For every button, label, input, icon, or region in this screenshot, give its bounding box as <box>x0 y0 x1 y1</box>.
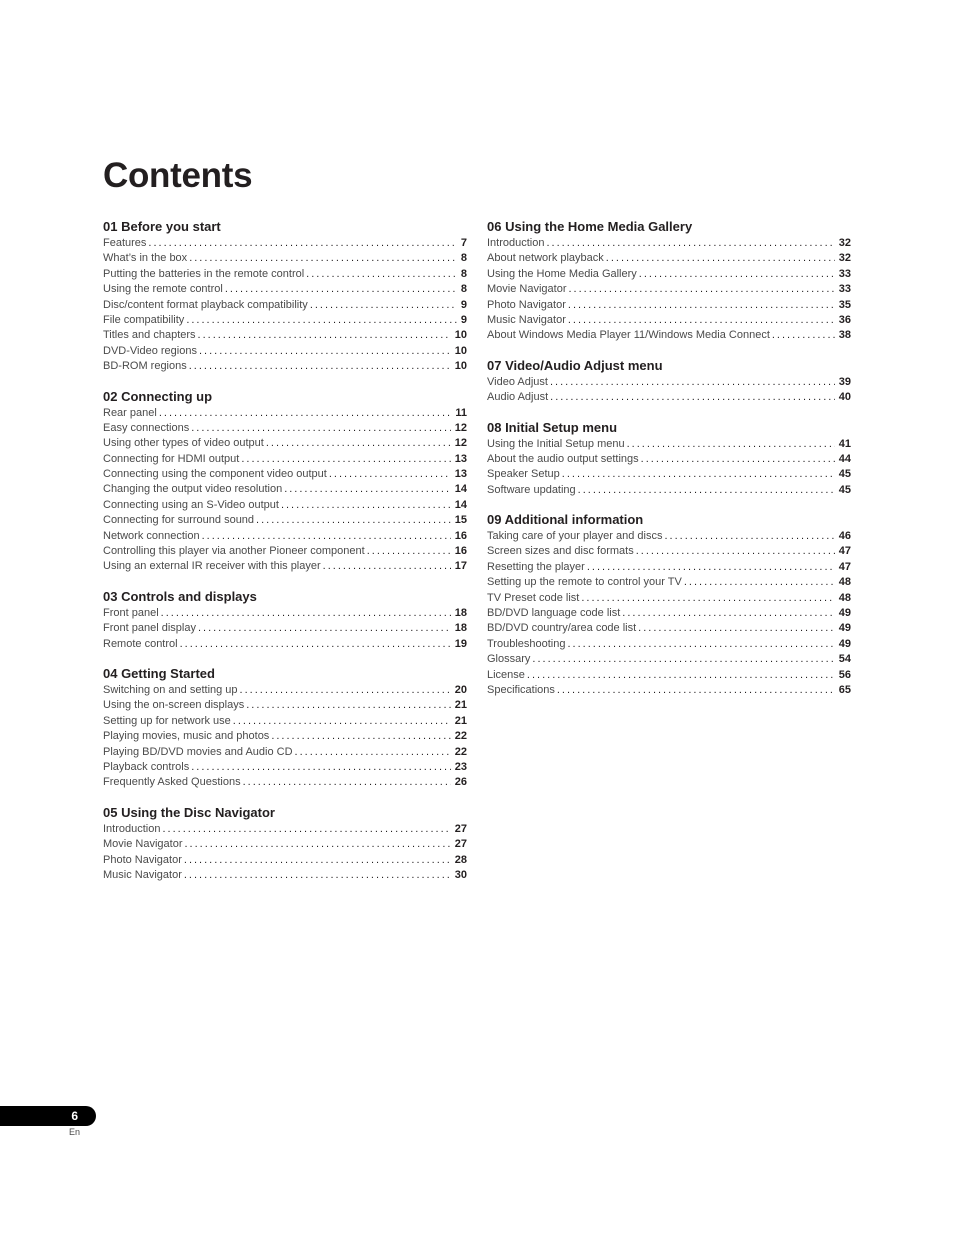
entry-label: Using other types of video output <box>103 437 264 450</box>
section-heading[interactable]: 02 Connecting up <box>103 388 213 404</box>
dot-leader <box>310 298 457 313</box>
entry-label: Audio Adjust <box>487 391 549 404</box>
entry-page-number: 11 <box>455 406 467 419</box>
toc-entry[interactable] <box>487 390 851 405</box>
dot-leader <box>684 575 835 590</box>
entry-label: Remote control <box>103 637 178 650</box>
page-number: 6 <box>71 1109 78 1123</box>
entry-label: Controlling this player via another Pioneer component <box>103 545 365 558</box>
toc-entry[interactable] <box>103 853 467 868</box>
toc-entry[interactable] <box>103 529 467 544</box>
dot-leader <box>527 668 835 683</box>
entry-label: Movie Navigator <box>487 283 567 296</box>
toc-section <box>103 804 467 884</box>
toc-entry[interactable] <box>103 267 467 282</box>
entry-page-number: 47 <box>838 560 851 573</box>
dot-leader <box>627 437 835 452</box>
toc-entry[interactable] <box>103 544 467 559</box>
entry-label: Switching on and setting up <box>103 683 238 696</box>
toc-entry[interactable] <box>487 483 851 498</box>
entry-label: BD/DVD language code list <box>487 607 621 620</box>
entry-label: Disc/content format playback compatibility <box>103 298 308 311</box>
entry-label: Connecting for HDMI output <box>103 452 240 465</box>
dot-leader <box>240 683 451 698</box>
entry-page-number: 30 <box>454 868 467 881</box>
entry-label: Software updating <box>487 483 576 496</box>
dot-leader <box>562 467 835 482</box>
entry-label: About the audio output settings <box>487 452 639 465</box>
entry-page-number: 48 <box>838 576 851 589</box>
entry-page-number: 45 <box>838 468 851 481</box>
dot-leader <box>241 452 450 467</box>
entry-label: Changing the output video resolution <box>103 483 283 496</box>
toc-entry[interactable] <box>103 822 467 837</box>
entry-label: Frequently Asked Questions <box>103 776 241 789</box>
dot-leader <box>184 853 451 868</box>
dot-leader <box>772 328 835 343</box>
toc-entry[interactable] <box>103 498 467 513</box>
entry-label: Music Navigator <box>103 868 182 881</box>
entry-label: Setting up for network use <box>103 714 231 727</box>
toc-entry[interactable] <box>487 375 851 390</box>
toc-right-column <box>487 218 851 711</box>
section-heading[interactable]: 01 Before you start <box>103 219 221 234</box>
entry-label: Setting up the remote to control your TV <box>487 576 682 589</box>
entry-page-number: 20 <box>454 683 467 696</box>
dot-leader <box>367 544 451 559</box>
dot-leader <box>638 621 835 636</box>
toc-entry[interactable] <box>487 591 851 606</box>
entry-label: Titles and chapters <box>103 329 196 342</box>
toc-entry[interactable] <box>103 344 467 359</box>
dot-leader <box>550 390 835 405</box>
dot-leader <box>581 591 834 606</box>
toc-entry[interactable] <box>103 606 467 621</box>
entry-page-number: 23 <box>454 760 467 773</box>
toc-section <box>103 218 467 375</box>
toc-entry[interactable] <box>487 282 851 297</box>
dot-leader <box>557 683 835 698</box>
entry-page-number: 49 <box>838 607 851 620</box>
toc-entry[interactable] <box>103 621 467 636</box>
section-heading[interactable]: 04 Getting Started <box>103 665 215 681</box>
toc-entry[interactable] <box>103 729 467 744</box>
toc-entry[interactable] <box>487 313 851 328</box>
dot-leader <box>243 775 451 790</box>
entry-page-number: 14 <box>454 483 467 496</box>
entry-page-number: 27 <box>454 822 467 835</box>
dot-leader <box>578 483 835 498</box>
entry-label: Rear panel <box>103 406 157 419</box>
toc-section <box>487 357 851 406</box>
entry-label: BD/DVD country/area code list <box>487 622 637 635</box>
entry-label: Specifications <box>487 683 555 696</box>
dot-leader <box>225 282 457 297</box>
toc-entry[interactable] <box>487 267 851 282</box>
entry-label: Using the remote control <box>103 283 223 296</box>
section-heading[interactable]: 08 Initial Setup menu <box>487 419 618 435</box>
entry-page-number: 49 <box>838 622 851 635</box>
toc-entry[interactable] <box>487 328 851 343</box>
dot-leader <box>191 421 451 436</box>
entry-label: Movie Navigator <box>103 838 183 851</box>
toc-entry[interactable] <box>487 467 851 482</box>
toc-section <box>103 388 467 575</box>
toc-entry[interactable] <box>487 437 851 452</box>
entry-page-number: 36 <box>838 313 851 326</box>
dot-leader <box>606 251 835 266</box>
entry-page-number: 54 <box>838 653 851 666</box>
dot-leader <box>199 344 451 359</box>
entry-page-number: 10 <box>454 360 467 373</box>
entry-label: Photo Navigator <box>103 853 182 866</box>
entry-label: DVD-Video regions <box>103 344 197 357</box>
toc-entry[interactable] <box>103 513 467 528</box>
entry-page-number: 10 <box>454 344 467 357</box>
dot-leader <box>568 313 835 328</box>
dot-leader <box>664 529 834 544</box>
toc-entry[interactable] <box>487 683 851 698</box>
toc-entry[interactable] <box>103 637 467 652</box>
toc-entry[interactable] <box>487 637 851 652</box>
dot-leader <box>161 606 451 621</box>
dot-leader <box>546 236 834 251</box>
dot-leader <box>191 760 451 775</box>
entry-page-number: 27 <box>454 838 467 851</box>
toc-entry[interactable] <box>103 482 467 497</box>
toc-entry[interactable] <box>103 467 467 482</box>
entry-page-number: 8 <box>460 267 467 280</box>
toc-entry[interactable] <box>487 560 851 575</box>
entry-page-number: 16 <box>454 545 467 558</box>
dot-leader <box>284 482 451 497</box>
entry-page-number: 47 <box>838 545 851 558</box>
entry-label: File compatibility <box>103 313 185 326</box>
entry-label: About network playback <box>487 252 604 265</box>
dot-leader <box>532 652 834 667</box>
toc-entry[interactable] <box>103 559 467 574</box>
dot-leader <box>180 637 451 652</box>
toc-entry[interactable] <box>487 236 851 251</box>
entry-label: Photo Navigator <box>487 298 566 311</box>
toc-entry[interactable] <box>103 775 467 790</box>
entry-label: Easy connections <box>103 421 190 434</box>
entry-page-number: 9 <box>460 313 467 326</box>
entry-label: Glossary <box>487 653 531 666</box>
entry-page-number: 22 <box>454 745 467 758</box>
toc-entry[interactable] <box>103 236 467 251</box>
toc-section <box>487 511 851 698</box>
toc-entry[interactable] <box>487 298 851 313</box>
entry-label: About Windows Media Player 11/Windows Media Connect <box>487 329 770 342</box>
toc-entry[interactable] <box>103 837 467 852</box>
entry-page-number: 40 <box>838 391 851 404</box>
dot-leader <box>568 298 835 313</box>
dot-leader <box>189 251 457 266</box>
entry-page-number: 19 <box>454 637 467 650</box>
entry-page-number: 13 <box>454 452 467 465</box>
entry-page-number: 15 <box>454 514 467 527</box>
entry-page-number: 65 <box>838 683 851 696</box>
toc-entry[interactable] <box>103 868 467 883</box>
toc-entry[interactable] <box>487 621 851 636</box>
toc-entry[interactable] <box>487 606 851 621</box>
entry-page-number: 32 <box>838 237 851 249</box>
entry-page-number: 38 <box>838 329 851 342</box>
toc-section <box>487 419 851 499</box>
dot-leader <box>159 406 452 421</box>
dot-leader <box>329 467 451 482</box>
entry-label: Using the Initial Setup menu <box>487 437 625 450</box>
entry-label: Video Adjust <box>487 375 548 388</box>
language-label: En <box>69 1127 81 1137</box>
toc-entry[interactable] <box>103 282 467 297</box>
entry-page-number: 14 <box>454 498 467 511</box>
entry-page-number: 16 <box>454 529 467 542</box>
entry-label: Connecting using the component video output <box>103 468 327 481</box>
entry-label: Introduction <box>103 822 161 835</box>
entry-label: Features <box>103 237 147 249</box>
entry-label: Screen sizes and disc formats <box>487 545 634 558</box>
toc-entry[interactable] <box>487 529 851 544</box>
entry-label: Troubleshooting <box>487 637 566 650</box>
toc-entry[interactable] <box>103 359 467 374</box>
entry-page-number: 8 <box>460 283 467 296</box>
entry-label: Using the Home Media Gallery <box>487 267 637 280</box>
toc-entry[interactable] <box>103 313 467 328</box>
dot-leader <box>323 559 451 574</box>
dot-leader <box>306 267 457 282</box>
entry-label: What’s in the box <box>103 252 188 265</box>
entry-label: Putting the batteries in the remote control <box>103 267 305 280</box>
dot-leader <box>162 822 450 837</box>
section-heading[interactable]: 09 Additional information <box>487 512 644 528</box>
entry-label: Front panel display <box>103 622 196 635</box>
dot-leader <box>148 236 456 251</box>
dot-leader <box>202 529 451 544</box>
entry-page-number: 45 <box>838 483 851 496</box>
entry-label: Resetting the player <box>487 560 585 573</box>
entry-page-number: 18 <box>454 622 467 635</box>
entry-page-number: 26 <box>454 776 467 789</box>
entry-page-number: 18 <box>454 606 467 619</box>
toc-entry[interactable] <box>103 251 467 266</box>
page-title: Contents <box>103 156 253 195</box>
entry-page-number: 44 <box>838 452 851 465</box>
dot-leader <box>567 637 834 652</box>
entry-page-number: 21 <box>454 714 467 727</box>
entry-label: Using the on-screen displays <box>103 699 245 712</box>
entry-page-number: 33 <box>838 283 851 296</box>
dot-leader <box>281 498 451 513</box>
toc-entry[interactable] <box>103 760 467 775</box>
entry-page-number: 46 <box>838 530 851 543</box>
entry-page-number: 12 <box>454 437 467 450</box>
section-heading[interactable]: 03 Controls and displays <box>103 588 257 604</box>
entry-label: Taking care of your player and discs <box>487 530 663 543</box>
entry-page-number: 41 <box>838 437 851 450</box>
dot-leader <box>256 513 451 528</box>
dot-leader <box>550 375 835 390</box>
toc-entry[interactable] <box>487 251 851 266</box>
entry-label: Speaker Setup <box>487 468 560 481</box>
toc-entry[interactable] <box>487 668 851 683</box>
toc-left-column <box>103 218 467 896</box>
dot-leader <box>622 606 834 621</box>
toc-entry[interactable] <box>103 298 467 313</box>
entry-page-number: 7 <box>460 237 467 249</box>
toc-entry[interactable] <box>103 745 467 760</box>
dot-leader <box>587 560 835 575</box>
dot-leader <box>186 313 457 328</box>
toc-section <box>103 665 467 791</box>
entry-page-number: 22 <box>454 730 467 743</box>
dot-leader <box>636 544 835 559</box>
dot-leader <box>246 698 451 713</box>
entry-page-number: 35 <box>838 298 851 311</box>
entry-page-number: 39 <box>838 375 851 388</box>
section-heading[interactable]: 07 Video/Audio Adjust menu <box>487 357 663 373</box>
entry-label: Playing BD/DVD movies and Audio CD <box>103 745 293 758</box>
entry-label: Using an external IR receiver with this player <box>103 560 321 573</box>
toc-entry[interactable] <box>103 436 467 451</box>
toc-entry[interactable] <box>487 652 851 667</box>
entry-page-number: 28 <box>454 853 467 866</box>
entry-page-number: 17 <box>454 560 467 573</box>
toc-entry[interactable] <box>487 452 851 467</box>
toc-section <box>487 218 851 344</box>
toc-entry[interactable] <box>103 421 467 436</box>
dot-leader <box>233 714 451 729</box>
entry-page-number: 9 <box>460 298 467 311</box>
entry-label: TV Preset code list <box>487 591 580 604</box>
dot-leader <box>641 452 835 467</box>
entry-page-number: 56 <box>838 668 851 681</box>
dot-leader <box>198 621 451 636</box>
toc-entry[interactable] <box>103 683 467 698</box>
toc-entry[interactable] <box>103 714 467 729</box>
dot-leader <box>198 328 451 343</box>
entry-page-number: 49 <box>838 637 851 650</box>
entry-page-number: 32 <box>838 252 851 265</box>
toc-section <box>103 588 467 652</box>
section-heading[interactable]: 06 Using the Home Media Gallery <box>487 219 693 234</box>
toc-entry[interactable] <box>103 328 467 343</box>
entry-page-number: 33 <box>838 267 851 280</box>
entry-page-number: 10 <box>454 329 467 342</box>
toc-entry[interactable] <box>487 575 851 590</box>
toc-entry[interactable] <box>103 452 467 467</box>
entry-page-number: 8 <box>460 252 467 265</box>
toc-entry[interactable] <box>103 406 467 421</box>
dot-leader <box>295 745 451 760</box>
entry-label: Connecting for surround sound <box>103 514 255 527</box>
dot-leader <box>266 436 451 451</box>
entry-label: Network connection <box>103 529 200 542</box>
entry-page-number: 48 <box>838 591 851 604</box>
entry-page-number: 12 <box>454 421 467 434</box>
entry-label: Connecting using an S-Video output <box>103 498 279 511</box>
dot-leader <box>189 359 451 374</box>
toc-entry[interactable] <box>103 698 467 713</box>
entry-page-number: 13 <box>454 468 467 481</box>
entry-label: Playback controls <box>103 760 190 773</box>
dot-leader <box>184 868 451 883</box>
entry-label: Introduction <box>487 237 545 249</box>
section-heading[interactable]: 05 Using the Disc Navigator <box>103 804 275 820</box>
dot-leader <box>639 267 835 282</box>
dot-leader <box>271 729 450 744</box>
entry-label: Music Navigator <box>487 313 566 326</box>
dot-leader <box>184 837 450 852</box>
entry-label: License <box>487 668 525 681</box>
dot-leader <box>568 282 834 297</box>
entry-page-number: 21 <box>454 699 467 712</box>
entry-label: Playing movies, music and photos <box>103 730 270 743</box>
entry-label: Front panel <box>103 606 159 619</box>
toc-entry[interactable] <box>487 544 851 559</box>
entry-label: BD-ROM regions <box>103 360 187 373</box>
